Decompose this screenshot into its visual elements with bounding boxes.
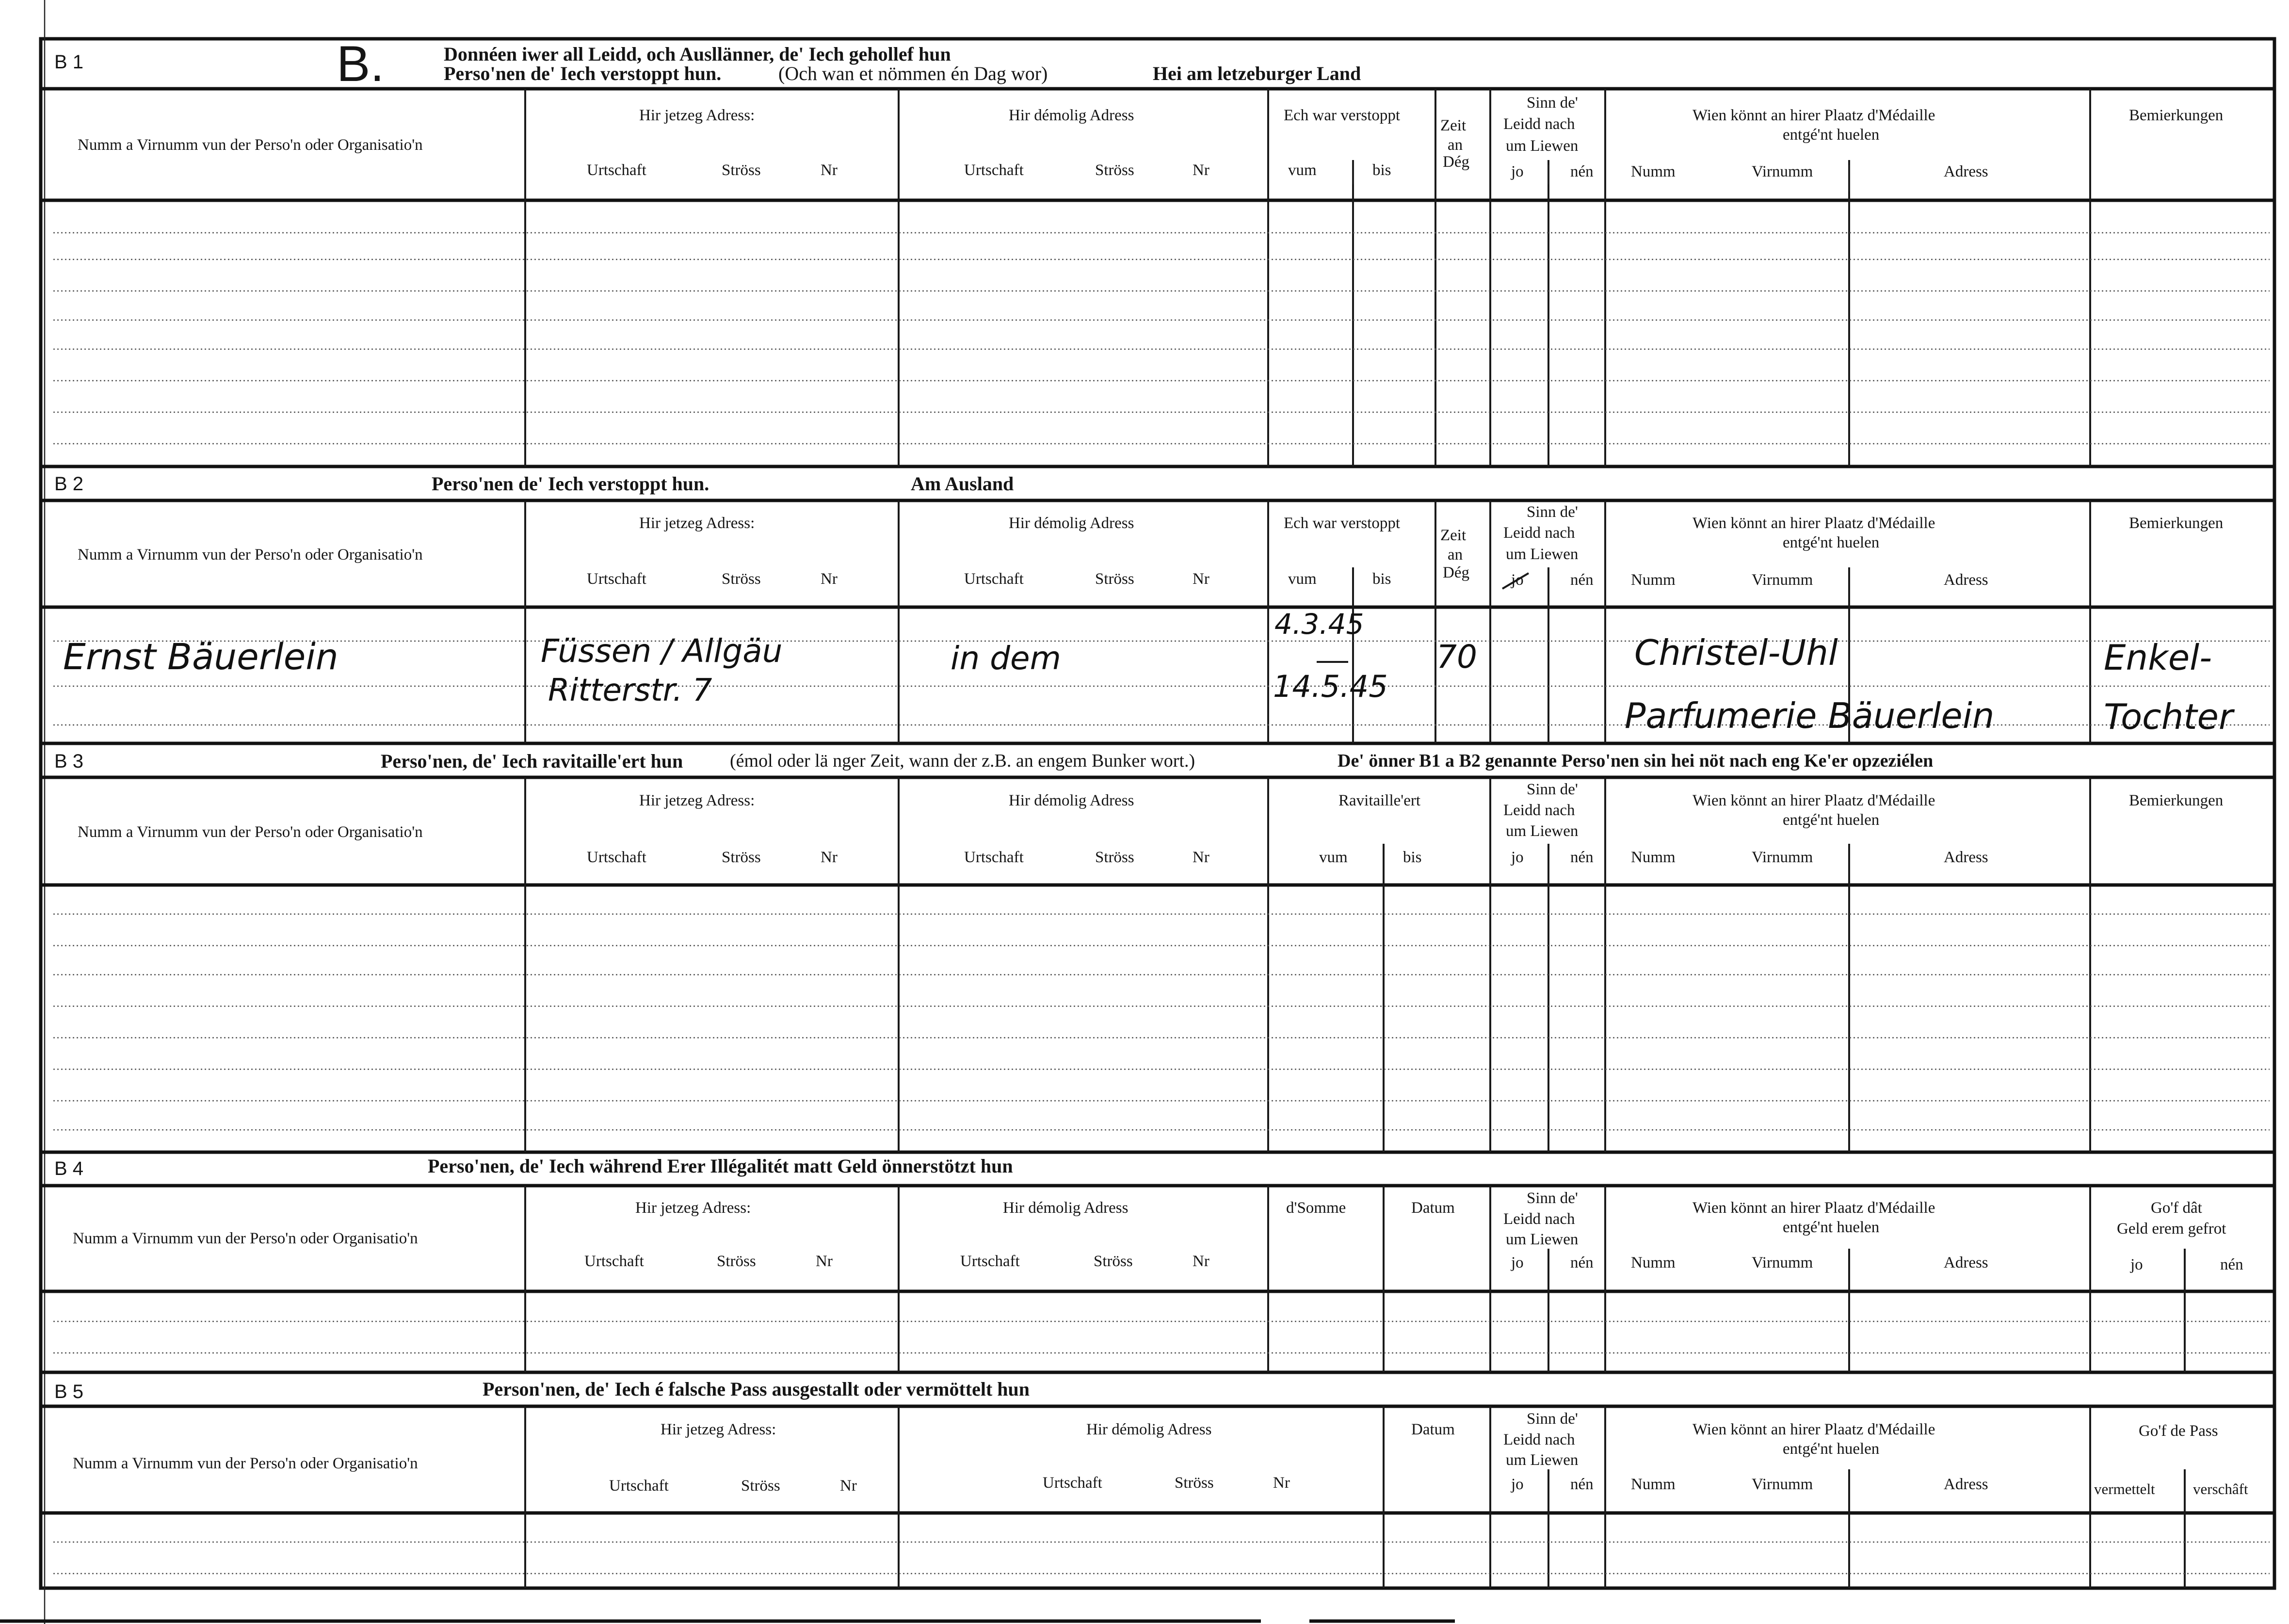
b3-saved-header-2: Leidd nach <box>1503 802 1575 819</box>
b2-saved-header-1: Sinn de' <box>1527 503 1578 521</box>
b1-nr-header: Nr <box>821 161 838 179</box>
b3-old-address-header: Hir démolig Adress <box>1009 792 1134 809</box>
b5-old-street-header: Ströss <box>1175 1474 1214 1492</box>
b1-old-street-header: Ströss <box>1095 161 1134 179</box>
b5-mediated-header: vermettelt <box>2094 1480 2155 1497</box>
b2-time-header-3: Dég <box>1443 564 1469 581</box>
section-b1-title-region: Hei am letzeburger Land <box>1153 63 1361 84</box>
b5-medal-header-2: entgé'nt huelen <box>1783 1440 1880 1458</box>
b1-old-address-header: Hir démolig Adress <box>1009 107 1134 124</box>
b1-hidden-header: Ech war verstoppt <box>1284 107 1401 124</box>
b3-to-header: bis <box>1403 849 1422 866</box>
entry-medal-address: Parfumerie Bäuerlein <box>1625 695 1995 736</box>
b2-old-nr-header: Nr <box>1193 570 1209 588</box>
b4-firstname-header: Virnumm <box>1752 1254 1813 1271</box>
section-b5-title: Person'nen, de' Iech é falsche Pass ausgestallt oder vermöttelt hun <box>483 1378 1030 1400</box>
b2-nr-header: Nr <box>821 570 838 588</box>
b3-street-header: Ströss <box>722 849 761 866</box>
section-b5-tag: B 5 <box>54 1381 84 1402</box>
b1-surname-header: Numm <box>1631 163 1676 180</box>
section-b1-title-line2: Perso'nen de' Iech verstoppt hun. <box>444 63 722 84</box>
b2-saved-header-2: Leidd nach <box>1503 524 1575 542</box>
b4-name-header: Numm a Virnumm vun der Perso'n oder Organisatio'n <box>73 1230 418 1247</box>
b4-old-city-header: Urtschaft <box>960 1253 1020 1270</box>
section-b1-title-line1: Donnéen iwer all Leidd, och Ausllänner, de' Iech gehollef hun <box>444 43 951 65</box>
b1-time-header-3: Dég <box>1443 153 1469 171</box>
b5-saved-header-2: Leidd nach <box>1503 1431 1575 1448</box>
b3-saved-header-3: um Liewen <box>1506 822 1579 840</box>
b2-saved-header-3: um Liewen <box>1506 546 1579 563</box>
b4-old-address-header: Hir démolig Adress <box>1003 1199 1128 1217</box>
b4-surname-header: Numm <box>1631 1254 1676 1271</box>
b5-nr-header: Nr <box>840 1477 857 1495</box>
b2-remarks-header: Bemierkungen <box>2129 515 2224 532</box>
b4-gave-header-1: Go'f dât <box>2151 1199 2202 1217</box>
b2-old-address-header: Hir démolig Adress <box>1009 515 1134 532</box>
b1-current-address-header: Hir jetzeg Adress: <box>639 107 755 124</box>
b5-saved-header-1: Sinn de' <box>1527 1410 1578 1428</box>
b5-no-header: nén <box>1570 1476 1594 1493</box>
entry-hidden-from: 4.3.45 <box>1274 608 1364 641</box>
b2-medal-header-1: Wien könnt an hirer Plaatz d'Médaille <box>1693 515 1935 532</box>
b1-time-header-2: an <box>1448 136 1463 154</box>
b3-supplied-header: Ravitaille'ert <box>1338 792 1421 809</box>
entry-remark-line1: Enkel- <box>2104 637 2212 678</box>
b5-issued-header: verschâft <box>2193 1480 2248 1497</box>
b2-address-header: Adress <box>1944 571 1988 589</box>
b4-date-header: Datum <box>1411 1199 1455 1217</box>
entry-medal-name: Christel-Uhl <box>1634 632 1838 673</box>
b5-old-address-header: Hir démolig Adress <box>1086 1421 1212 1438</box>
section-b2-tag: B 2 <box>54 473 84 495</box>
b5-date-header: Datum <box>1411 1421 1455 1438</box>
b5-street-header: Ströss <box>741 1477 780 1495</box>
b3-old-city-header: Urtschaft <box>964 849 1024 866</box>
b2-street-header: Ströss <box>722 570 761 588</box>
b3-medal-header-2: entgé'nt huelen <box>1783 811 1880 829</box>
b5-yes-header: jo <box>1511 1476 1524 1493</box>
section-b1-title-note: (Och wan et nömmen én Dag wor) <box>778 63 1048 84</box>
b5-address-header: Adress <box>1944 1476 1988 1493</box>
b1-city-header: Urtschaft <box>587 161 646 179</box>
b3-no-header: nén <box>1570 849 1594 866</box>
b2-firstname-header: Virnumm <box>1752 571 1813 589</box>
b3-firstname-header: Virnumm <box>1752 849 1813 866</box>
b1-firstname-header: Virnumm <box>1752 163 1813 180</box>
section-b4-tag: B 4 <box>54 1158 84 1179</box>
b1-medal-header-2: entgé'nt huelen <box>1783 126 1880 144</box>
b2-old-city-header: Urtschaft <box>964 570 1024 588</box>
b4-street-header: Ströss <box>717 1253 756 1270</box>
b2-old-street-header: Ströss <box>1095 570 1134 588</box>
b1-to-header: bis <box>1372 161 1391 179</box>
b1-saved-header-1: Sinn de' <box>1527 94 1578 112</box>
b2-from-header: vum <box>1288 570 1317 588</box>
b5-surname-header: Numm <box>1631 1476 1676 1493</box>
b3-old-nr-header: Nr <box>1193 849 1209 866</box>
b1-name-header: Numm a Virnumm vun der Perso'n oder Organisatio'n <box>78 136 423 154</box>
b4-saved-header-1: Sinn de' <box>1527 1190 1578 1207</box>
section-b2-title: Perso'nen de' Iech verstoppt hun. <box>432 473 709 495</box>
b4-current-address-header: Hir jetzeg Adress: <box>635 1199 751 1217</box>
b3-address-header: Adress <box>1944 849 1988 866</box>
b4-old-nr-header: Nr <box>1193 1253 1209 1270</box>
b2-time-header-1: Zeit <box>1440 527 1467 544</box>
b1-old-nr-header: Nr <box>1193 161 1209 179</box>
b4-city-header: Urtschaft <box>584 1253 644 1270</box>
b1-remarks-header: Bemierkungen <box>2129 107 2224 124</box>
b4-no-header: nén <box>1570 1254 1594 1271</box>
b3-old-street-header: Ströss <box>1095 849 1134 866</box>
entry-name: Ernst Bäuerlein <box>63 636 339 678</box>
b1-address-header: Adress <box>1944 163 1988 180</box>
section-b3-note: (émol oder lä nger Zeit, wann der z.B. an engem Bunker wort.) <box>730 751 1195 771</box>
entry-old-address: in dem <box>951 640 1061 677</box>
b2-time-header-2: an <box>1448 546 1463 563</box>
b2-yes-header: jo <box>1511 571 1524 589</box>
b4-nr-header: Nr <box>816 1253 833 1270</box>
b2-to-header: bis <box>1372 570 1391 588</box>
section-b-letter: B. <box>337 36 385 92</box>
b1-from-header: vum <box>1288 161 1317 179</box>
b1-saved-header-2: Leidd nach <box>1503 115 1575 133</box>
b4-medal-header-2: entgé'nt huelen <box>1783 1219 1880 1236</box>
b2-hidden-header: Ech war verstoppt <box>1284 515 1401 532</box>
b1-street-header: Ströss <box>722 161 761 179</box>
b3-yes-header: jo <box>1511 849 1524 866</box>
b4-sum-header: d'Somme <box>1286 1199 1346 1217</box>
b4-medal-header-1: Wien könnt an hirer Plaatz d'Médaille <box>1693 1199 1935 1217</box>
entry-address-line2: Ritterstr. 7 <box>548 673 712 708</box>
b4-saved-header-2: Leidd nach <box>1503 1210 1575 1228</box>
b3-from-header: vum <box>1319 849 1348 866</box>
b4-gave-header-2: Geld erem gefrot <box>2117 1220 2226 1238</box>
b4-saved-header-3: um Liewen <box>1506 1231 1579 1248</box>
b5-firstname-header: Virnumm <box>1752 1476 1813 1493</box>
b4-yes-header: jo <box>1511 1254 1524 1271</box>
b5-old-nr-header: Nr <box>1273 1474 1290 1492</box>
b3-name-header: Numm a Virnumm vun der Perso'n oder Organisatio'n <box>78 823 423 841</box>
section-b3-title: Perso'nen, de' Iech ravitaille'ert hun <box>381 750 683 772</box>
entry-remark-line2: Tochter <box>2104 696 2233 737</box>
b5-saved-header-3: um Liewen <box>1506 1451 1579 1469</box>
b3-current-address-header: Hir jetzeg Adress: <box>639 792 755 809</box>
b3-surname-header: Numm <box>1631 849 1676 866</box>
b1-old-city-header: Urtschaft <box>964 161 1024 179</box>
b2-current-address-header: Hir jetzeg Adress: <box>639 515 755 532</box>
section-b1-tag: B 1 <box>54 51 84 73</box>
b3-city-header: Urtschaft <box>587 849 646 866</box>
b5-current-address-header: Hir jetzeg Adress: <box>661 1421 776 1438</box>
entry-hidden-to: 14.5.45 <box>1273 669 1388 704</box>
section-b3-instruction: De' önner B1 a B2 genannte Perso'nen sin hei nöt nach eng Ke'er opzeziélen <box>1338 751 1934 771</box>
b4-old-street-header: Ströss <box>1094 1253 1133 1270</box>
b2-medal-header-2: entgé'nt huelen <box>1783 534 1880 551</box>
b2-no-header: nén <box>1570 571 1594 589</box>
b3-medal-header-1: Wien könnt an hirer Plaatz d'Médaille <box>1693 792 1935 809</box>
b1-medal-header-1: Wien könnt an hirer Plaatz d'Médaille <box>1693 107 1935 124</box>
entry-address-line1: Füssen / Allgäu <box>541 632 783 670</box>
b1-saved-header-3: um Liewen <box>1506 137 1579 155</box>
b3-saved-header-1: Sinn de' <box>1527 781 1578 798</box>
b2-surname-header: Numm <box>1631 571 1676 589</box>
b5-pass-header: Go'f de Pass <box>2139 1422 2218 1440</box>
b4-address-header: Adress <box>1944 1254 1988 1271</box>
b3-nr-header: Nr <box>821 849 838 866</box>
b2-name-header: Numm a Virnumm vun der Perso'n oder Organisatio'n <box>78 546 423 563</box>
section-b3-tag: B 3 <box>54 751 84 772</box>
b5-old-city-header: Urtschaft <box>1043 1474 1102 1492</box>
entry-days: 70 <box>1436 638 1477 675</box>
b1-no-header: nén <box>1570 163 1594 180</box>
b5-medal-header-1: Wien könnt an hirer Plaatz d'Médaille <box>1693 1421 1935 1438</box>
b1-time-header-1: Zeit <box>1440 117 1467 134</box>
section-b2-region: Am Ausland <box>911 473 1014 495</box>
b4-gave-yes-header: jo <box>2130 1256 2143 1273</box>
b5-city-header: Urtschaft <box>609 1477 669 1495</box>
b4-gave-no-header: nén <box>2220 1256 2243 1273</box>
b5-name-header: Numm a Virnumm vun der Perso'n oder Organisatio'n <box>73 1455 418 1472</box>
b3-remarks-header: Bemierkungen <box>2129 792 2224 809</box>
b1-yes-header: jo <box>1511 163 1524 180</box>
section-b4-title: Perso'nen, de' Iech während Erer Illégalitét matt Geld önnerstötzt hun <box>428 1155 1013 1177</box>
b2-city-header: Urtschaft <box>587 570 646 588</box>
